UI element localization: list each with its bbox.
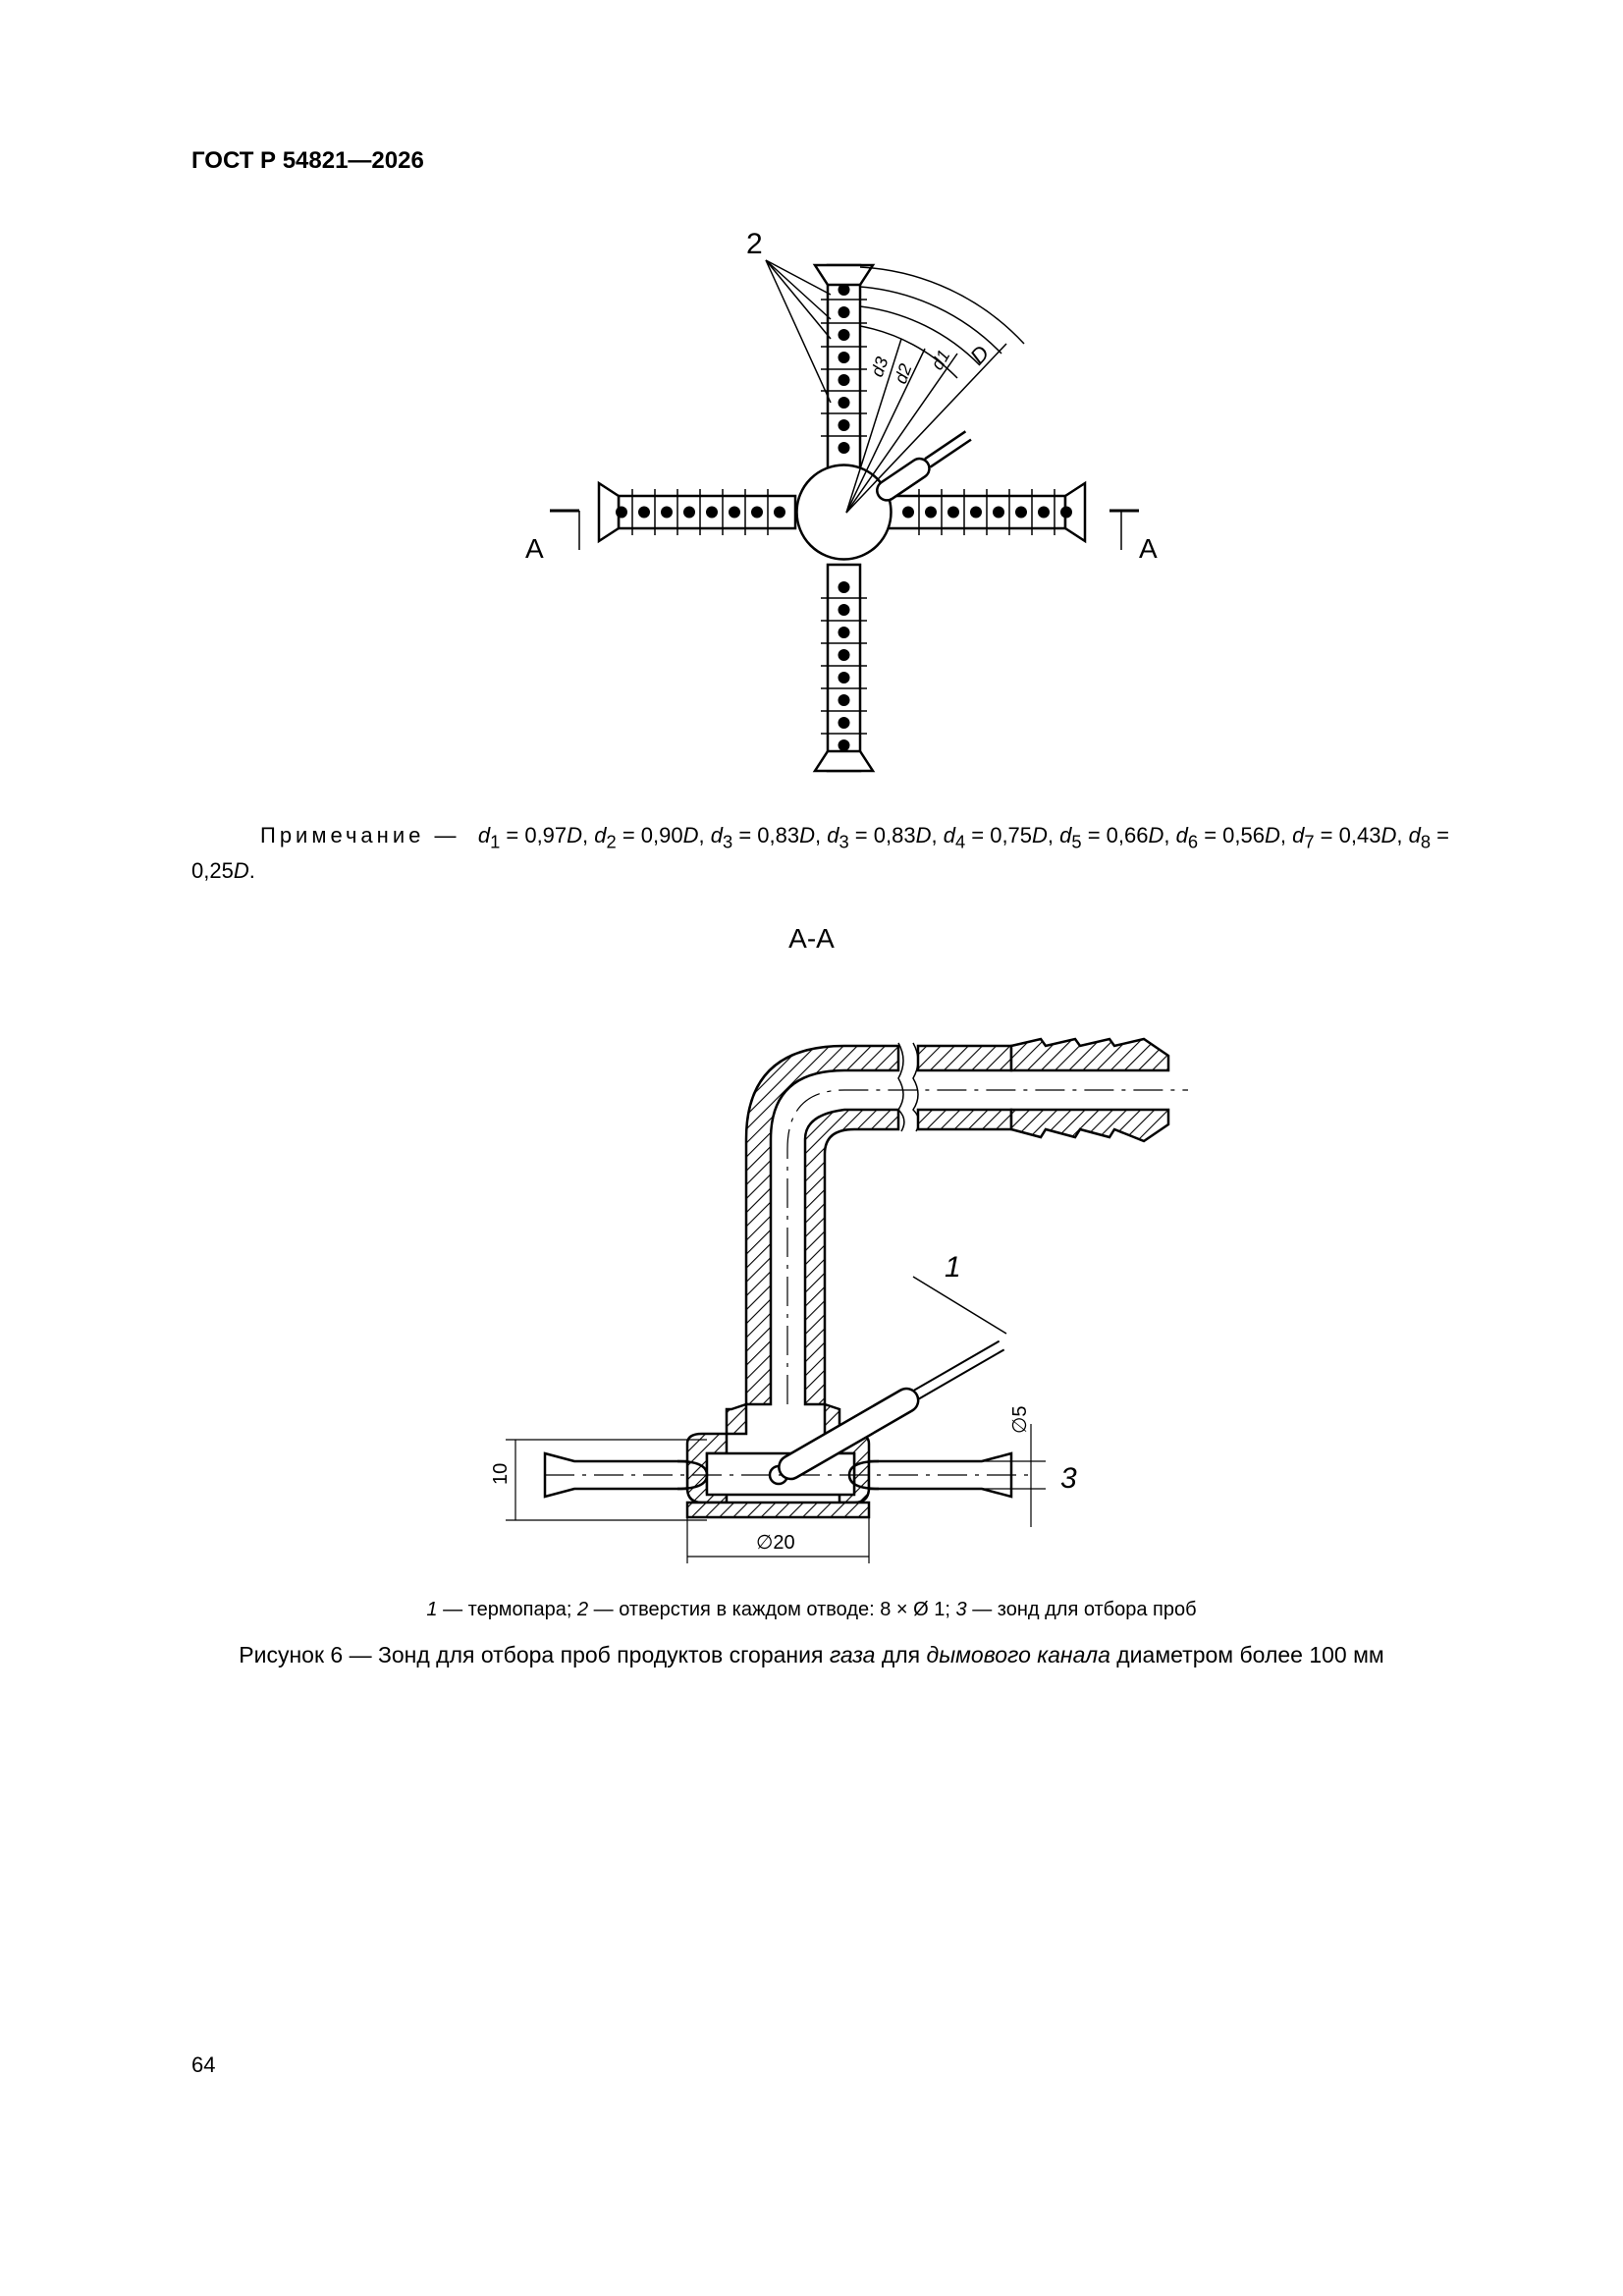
note-label: Примечание — <box>260 823 460 847</box>
legend-text-1: — термопара; <box>437 1599 577 1620</box>
note-item: $d_8 = 0,25D$ <box>191 823 1449 884</box>
callout-2: 2 <box>746 228 763 260</box>
note-items: $d_1 = 0,97D$, $d_2 = 0,90D$, $d_3 = 0,83D$, $d_3 = 0,83D$, $d_4 = 0,75D$, $d_5 = 0,66D$, $d_6 = 0,56D$, $d_7 = 0,43D$, $d_8 = 0,25D$. <box>191 823 1449 884</box>
radius-label-D: D <box>965 340 995 369</box>
radius-label-d2: d2 <box>890 360 916 387</box>
note-item: $d_3 = 0,83D$ <box>827 823 932 852</box>
legend-num-1: 1 <box>426 1599 438 1620</box>
note-item: $d_4 = 0,75D$ <box>943 823 1048 852</box>
legend-text-3: — зонд для отбора проб <box>966 1599 1197 1620</box>
caption-part-3: диаметром более 100 мм <box>1109 1642 1384 1667</box>
callout-3: 3 <box>1060 1462 1077 1495</box>
caption-italic-2: дымового канала <box>926 1642 1110 1667</box>
dim-height-10: 10 <box>490 1462 512 1485</box>
radius-label-d3: d3 <box>866 354 893 380</box>
page-number: 64 <box>191 2052 216 2077</box>
note-item: $d_2 = 0,90D$ <box>594 823 699 852</box>
note-item: $d_6 = 0,56D$ <box>1175 823 1280 852</box>
section-mark-right: A <box>1139 533 1158 564</box>
note-item: $d_7 = 0,43D$ <box>1292 823 1397 852</box>
figure-note <box>191 821 1497 886</box>
radius-label-d1: d1 <box>927 346 954 373</box>
section-mark-left: A <box>525 533 544 564</box>
section-view <box>506 1039 1188 1563</box>
dim-diameter-5: ∅5 <box>1009 1405 1031 1434</box>
legend-num-2: 2 <box>577 1599 589 1620</box>
caption-part-1: Рисунок 6 — Зонд для отбора проб продуктов сгорания <box>239 1642 830 1667</box>
note-item: $d_1 = 0,97D$ <box>477 823 583 852</box>
caption-italic-1: газа <box>829 1642 876 1667</box>
dim-diameter-20: ∅20 <box>756 1532 795 1554</box>
figure-legend <box>0 1599 1623 1621</box>
note-item: $d_5 = 0,66D$ <box>1059 823 1164 852</box>
legend-num-3: 3 <box>955 1599 967 1620</box>
callout-1: 1 <box>945 1251 961 1284</box>
caption-part-2: для <box>875 1642 927 1667</box>
section-title: A-A <box>788 923 835 954</box>
note-item: $d_3 = 0,83D$ <box>710 823 815 852</box>
document-header: ГОСТ Р 54821—2026 <box>191 147 424 174</box>
legend-text-2: — отверстия в каждом отводе: 8 × Ø 1; <box>588 1599 956 1620</box>
figure-caption <box>0 1642 1623 1668</box>
